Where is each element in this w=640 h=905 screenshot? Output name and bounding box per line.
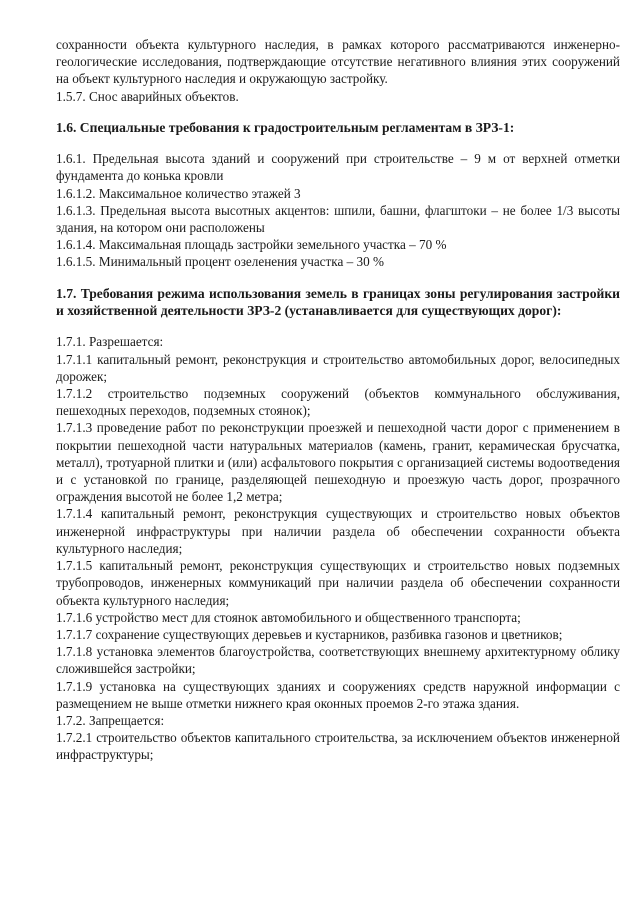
paragraph-1-7-1-6: 1.7.1.6 устройство мест для стоянок автомобильного и общественного транспорта; [56,609,521,625]
paragraph-1-7-2: 1.7.2. Запрещается: [56,712,165,728]
paragraph-1-6-1-5: 1.6.1.5. Минимальный процент озеленения участка – 30 % [56,254,385,270]
paragraph-1-7-1-4: 1.7.1.4 капитальный ремонт, реконструкция существующих и строительство новых объектов инженерной инфраструктуры при наличии раздела об обеспечении сохранности объекта культурного наследия; [56,506,620,556]
paragraph-1-6-1: 1.6.1. Предельная высота зданий и сооружений при строительстве – 9 м от верхней отметки фундамента до конька кровли [56,151,620,184]
paragraph-1-7-1-5: 1.7.1.5 капитальный ремонт, реконструкция существующих и строительство новых подземных трубопроводов, инженерных коммуникаций при наличии раздела об обеспечении сохранности объекта культурного наследия; [56,558,620,608]
paragraph-1-7-1-1: 1.7.1.1 капитальный ремонт, реконструкция и строительство автомобильных дорог, велосипедных дорожек; [56,351,620,384]
paragraph-1-7-1-2: 1.7.1.2 строительство подземных сооружений (объектов коммунального обслуживания, пешеходных переходов, подземных стоянок); [56,386,620,419]
paragraph-1-7-1: 1.7.1. Разрешается: [56,334,164,350]
paragraph-preservation-continuation: сохранности объекта культурного наследия, в рамках которого рассматриваются инженерно-геологические исследования, подтверждающие отсутствие негативного влияния этих сооружений на объект культурного наследия и окружающую застройку. [56,37,620,87]
paragraph-1-6-1-2: 1.6.1.2. Максимальное количество этажей 3 [56,185,301,201]
section-heading-1-6: 1.6. Специальные требования к градостроительным регламентам в ЗРЗ-1: [56,119,515,135]
paragraph-1-5-7: 1.5.7. Снос аварийных объектов. [56,88,239,104]
paragraph-1-7-2-1: 1.7.2.1 строительство объектов капитального строительства, за исключением объектов инженерной инфраструктуры; [56,730,620,763]
paragraph-1-6-1-3: 1.6.1.3. Предельная высота высотных акцентов: шпили, башни, флагштоки – не более 1/3 высоты здания, на котором они расположены [56,202,620,236]
paragraph-1-7-1-3: 1.7.1.3 проведение работ по реконструкции проезжей и пешеходной части дорог с применением в покрытии пешеходной части натуральных материалов (камень, гранит, керамическая брусчатка, металл), тротуарной плитки и (или) асфальтового покрытия с организацией системы водоотведения и с установкой по границе, разделяющей пешеходную и проезжую часть дорог, прозрачного ограждения высотой не более 1,2 метра; [56,420,620,505]
section-heading-1-7: 1.7. Требования режима использования земель в границах зоны регулирования застройки и хозяйственной деятельности ЗРЗ-2 (устанавливается для существующих дорог): [56,285,620,319]
paragraph-1-7-1-8: 1.7.1.8 установка элементов благоустройства, соответствующих внешнему архитектурному облику сложившейся застройки; [56,644,620,677]
paragraph-1-6-1-4: 1.6.1.4. Максимальная площадь застройки земельного участка – 70 % [56,237,447,253]
paragraph-1-7-1-9: 1.7.1.9 установка на существующих зданиях и сооружениях средств наружной информации с размещением не выше отметки нижнего края оконных проемов 2-го этажа здания. [56,678,620,711]
document-page [56,36,620,764]
paragraph-1-7-1-7: 1.7.1.7 сохранение существующих деревьев и кустарников, разбивка газонов и цветников; [56,626,563,642]
